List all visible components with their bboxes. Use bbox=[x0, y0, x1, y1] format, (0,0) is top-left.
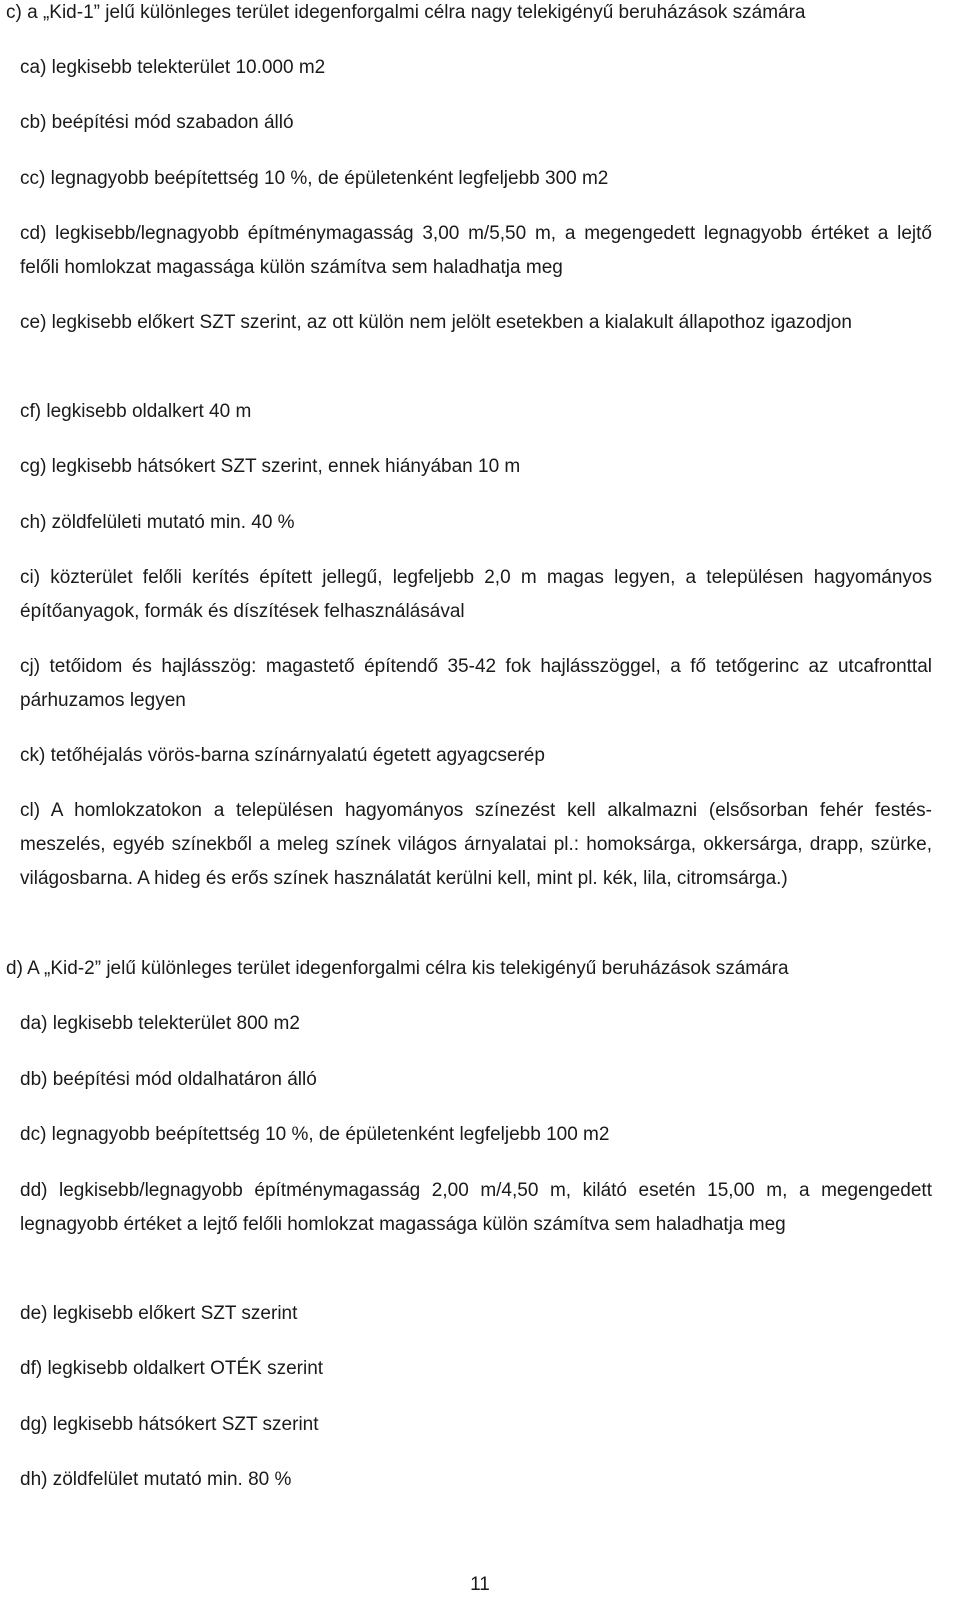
item-cg: cg) legkisebb hátsókert SZT szerint, ennek hiányában 10 m bbox=[20, 456, 521, 477]
item-ch: ch) zöldfelületi mutató min. 40 % bbox=[20, 512, 295, 533]
item-dh: dh) zöldfelület mutató min. 80 % bbox=[20, 1469, 292, 1490]
item-cd: cd) legkisebb/legnagyobb építménymagasság 3,00 m/5,50 m, a megengedett legnagyobb értéket a lejtő felőli homlokzat magassága külön számítva sem haladhatja meg bbox=[20, 223, 932, 278]
item-dc: dc) legnagyobb beépítettség 10 %, de épületenként legfeljebb 100 m2 bbox=[20, 1124, 610, 1145]
item-cf: cf) legkisebb oldalkert 40 m bbox=[20, 401, 252, 422]
item-da: da) legkisebb telekterület 800 m2 bbox=[20, 1013, 300, 1034]
page-number: 11 bbox=[470, 1574, 490, 1595]
item-ci: ci) közterület felőli kerítés épített jellegű, legfeljebb 2,0 m magas legyen, a településen hagyományos építőanyagok, formák és díszítések felhasználásával bbox=[20, 567, 932, 622]
item-cc: cc) legnagyobb beépítettség 10 %, de épületenként legfeljebb 300 m2 bbox=[20, 168, 609, 189]
item-ca: ca) legkisebb telekterület 10.000 m2 bbox=[20, 57, 326, 78]
item-ck: ck) tetőhéjalás vörös-barna színárnyalatú égetett agyagcserép bbox=[20, 745, 545, 766]
item-ce: ce) legkisebb előkert SZT szerint, az ott külön nem jelölt esetekben a kialakult állapothoz igazodjon bbox=[20, 312, 852, 333]
section-c-heading: c) a „Kid-1” jelű különleges terület idegenforgalmi célra nagy telekigényű beruházások számára bbox=[6, 2, 806, 23]
item-cj: cj) tetőidom és hajlásszög: magastető építendő 35-42 fok hajlásszöggel, a fő tetőgerinc az utcafronttal párhuzamos legyen bbox=[20, 656, 932, 711]
item-db: db) beépítési mód oldalhatáron álló bbox=[20, 1069, 317, 1090]
item-dg: dg) legkisebb hátsókert SZT szerint bbox=[20, 1414, 319, 1435]
item-cl: cl) A homlokzatokon a településen hagyományos színezést kell alkalmazni (elsősorban fehér festés-meszelés, egyéb színekből a meleg színek világos árnyalatai pl.: homoksárga, okkersárga, drapp, szürke, világosbarna. A hideg és erős színek használatát kerülni kell, mint pl. kék, lila, citromsárga.) bbox=[20, 800, 932, 889]
item-dd: dd) legkisebb/legnagyobb építménymagasság 2,00 m/4,50 m, kilátó esetén 15,00 m, a megengedett legnagyobb értéket a lejtő felőli homlokzat magassága külön számítva sem haladhatja meg bbox=[20, 1180, 932, 1235]
item-df: df) legkisebb oldalkert OTÉK szerint bbox=[20, 1358, 324, 1379]
item-cb: cb) beépítési mód szabadon álló bbox=[20, 112, 294, 133]
item-de: de) legkisebb előkert SZT szerint bbox=[20, 1303, 298, 1324]
section-d-heading: d) A „Kid-2” jelű különleges terület idegenforgalmi célra kis telekigényű beruházások számára bbox=[6, 958, 789, 979]
